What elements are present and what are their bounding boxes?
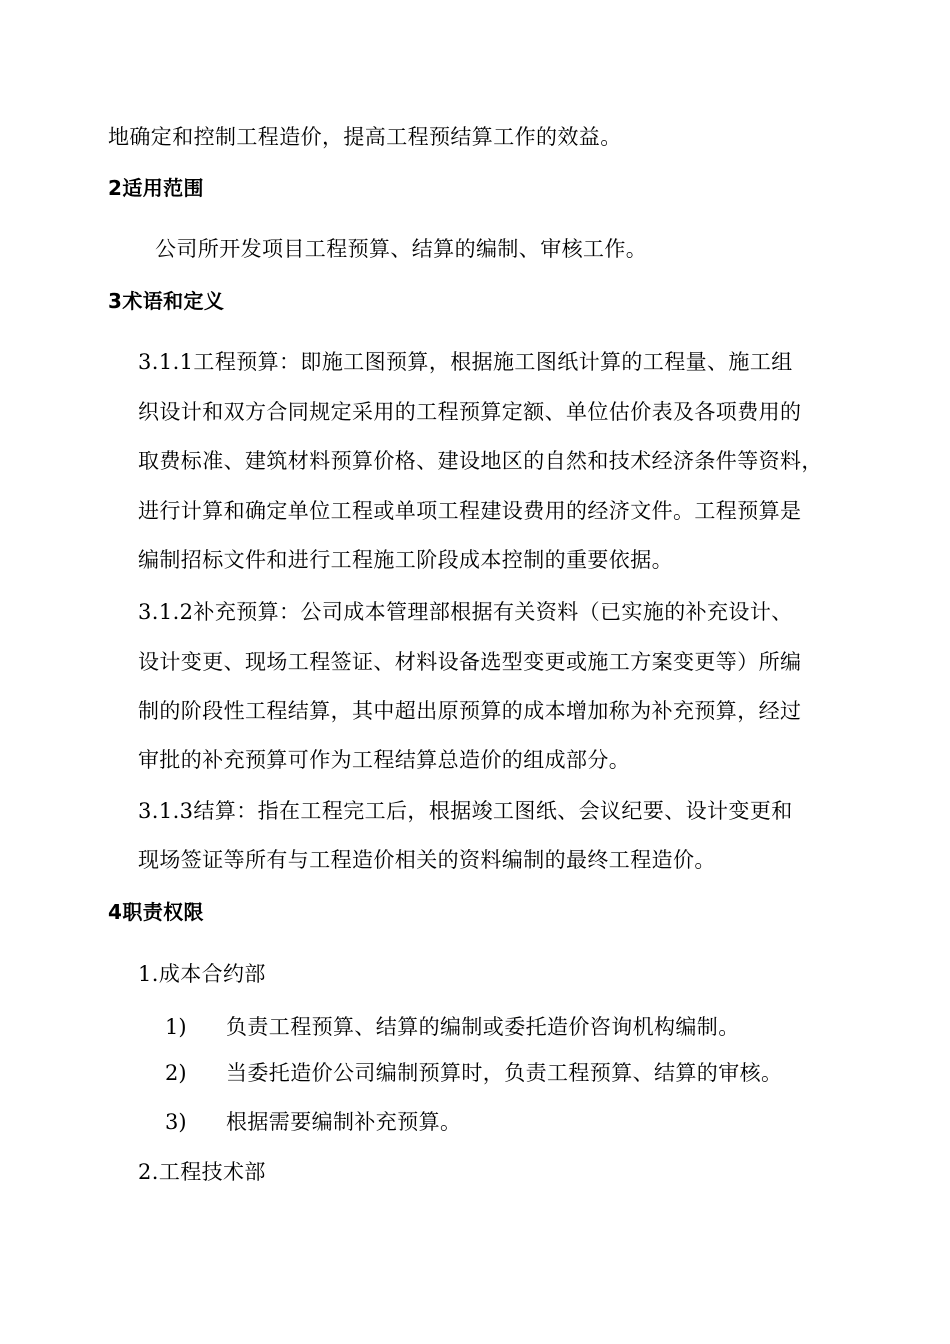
definition-line: 编制招标文件和进行工程施工阶段成本控制的重要依据。 [138,548,673,572]
list-item-text: 当委托造价公司编制预算时，负责工程预算、结算的审核。 [226,1061,783,1085]
definition-line: 取费标准、建筑材料预算价格、建设地区的自然和技术经济条件等资料， [138,449,823,473]
definition-line: 现场签证等所有与工程造价相关的资料编制的最终工程造价。 [138,848,716,872]
section-2-body: 公司所开发项目工程预算、结算的编制、审核工作。 [155,237,648,261]
definition-line: 进行计算和确定单位工程或单项工程建设费用的经济文件。工程预算是 [138,499,802,523]
definition-line: 设计变更、现场工程签证、材料设备选型变更或施工方案变更等）所编 [138,650,802,674]
list-item-number: 3) [165,1110,187,1134]
section-4-heading: 4职责权限 [108,900,204,924]
definition-line: 3.1.2补充预算：公司成本管理部根据有关资料（已实施的补充设计、 [138,600,793,624]
list-item-number: 1) [165,1015,187,1039]
definition-line: 审批的补充预算可作为工程结算总造价的组成部分。 [138,748,631,772]
list-item-text: 负责工程预算、结算的编制或委托造价咨询机构编制。 [226,1015,740,1039]
intro-paragraph-line: 地确定和控制工程造价，提高工程预结算工作的效益。 [108,125,622,149]
section-2-heading: 2适用范围 [108,176,204,200]
list-item-number: 2) [165,1061,187,1085]
department-title: 1.成本合约部 [138,962,266,986]
section-3-heading: 3术语和定义 [108,289,225,313]
definition-line: 织设计和双方合同规定采用的工程预算定额、单位估价表及各项费用的 [138,400,802,424]
definition-line: 制的阶段性工程结算，其中超出原预算的成本增加称为补充预算，经过 [138,699,802,723]
definition-line: 3.1.1工程预算：即施工图预算，根据施工图纸计算的工程量、施工组 [138,350,793,374]
list-item-text: 根据需要编制补充预算。 [226,1110,462,1134]
department-title: 2.工程技术部 [138,1160,266,1184]
definition-line: 3.1.3结算：指在工程完工后，根据竣工图纸、会议纪要、设计变更和 [138,799,793,823]
